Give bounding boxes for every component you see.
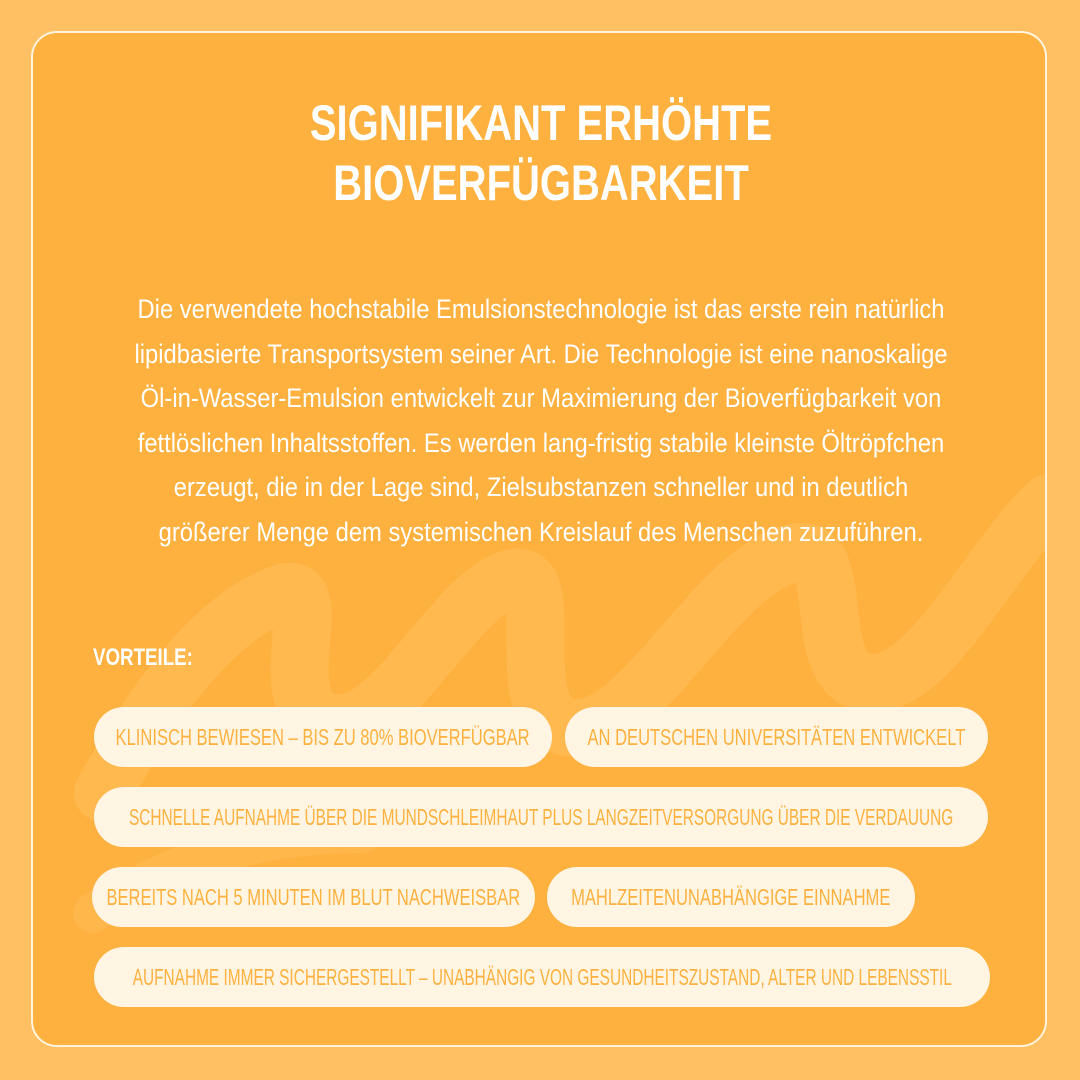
content-card (31, 31, 1047, 1047)
benefit-pill-german-universities (565, 707, 988, 767)
title-line-1: SIGNIFIKANT ERHÖHTE (309, 95, 773, 151)
benefit-pill-absorption-guaranteed (94, 947, 990, 1007)
benefit-label: AUFNAHME IMMER SICHERGESTELLT – UNABHÄNGIG VON GESUNDHEITSZUSTAND, ALTER UND LEBENSSTIL (132, 964, 952, 990)
benefit-pill-clinically-proven (94, 707, 552, 767)
title-line-2: BIOVERFÜGBARKEIT (333, 155, 749, 211)
benefit-label: MAHLZEITENUNABHÄNGIGE EINNAHME (571, 884, 891, 910)
benefit-pill-five-minutes (92, 867, 535, 927)
benefit-pill-meal-independent (547, 867, 915, 927)
benefit-label: KLINISCH BEWIESEN – BIS ZU 80% BIOVERFÜGBAR (115, 724, 531, 750)
benefit-label: AN DEUTSCHEN UNIVERSITÄTEN ENTWICKELT (587, 724, 966, 750)
benefit-pill-fast-absorption (94, 787, 988, 847)
benefit-label: BEREITS NACH 5 MINUTEN IM BLUT NACHWEISBAR (106, 884, 521, 910)
benefits-heading: VORTEILE: (93, 644, 193, 671)
description-paragraph: Die verwendete hochstabile Emulsionstechnologie ist das erste rein natürlich lipidbasierte Transportsystem seiner Art. Die Technologie ist eine nanoskalige Öl-in-Wasser-Emulsion entwickelt zur Maximierung der Bioverfügbarkeit von fettlöslichen Inhaltsstoffen. Es werden lang-fristig stabile kleinste Öltröpfchen erzeugt, die in der Lage sind, Zielsubstanzen schneller und in deutlich größerer Menge dem systemischen Kreislauf des Menschen zuzuführen. (134, 294, 948, 547)
page-title (135, 93, 948, 213)
benefit-label: SCHNELLE AUFNAHME ÜBER DIE MUNDSCHLEIMHAUT PLUS LANGZEITVERSORGUNG ÜBER DIE VERDAUUNG (128, 804, 954, 830)
